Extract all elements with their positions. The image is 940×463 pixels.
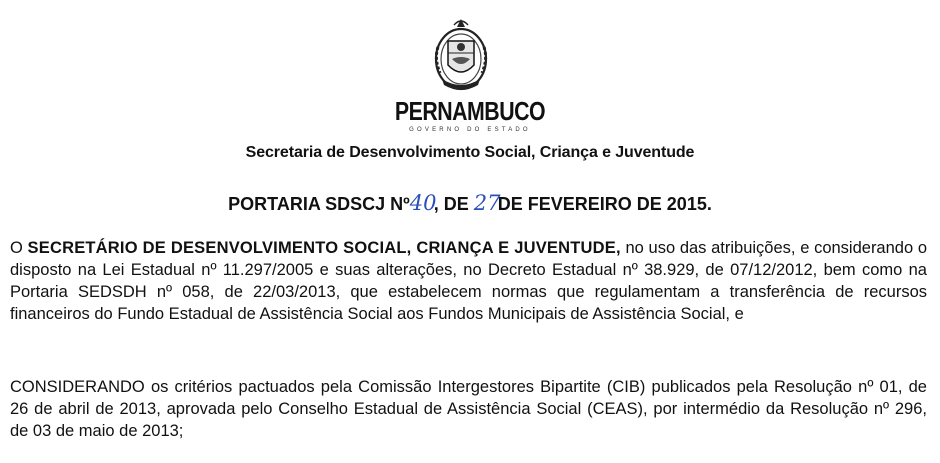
preamble-text: no uso das atribuições, e considerando o disposto na Lei Estadual nº 11.297/2005 e suas alterações, no Decreto Estadual nº 38.929, de 07/12/2012, bem como na Portaria SEDSDH nº 058, de 22/03/2013, que estabelecem normas que regulamentam a transferência de recursos financeiros do Fundo Estadual de Assistência Social aos Fundos Municipais de Assistência Social, e: [10, 239, 928, 323]
paragraph-considerando: CONSIDERANDO os critérios pactuados pela Comissão Intergestores Bipartite (CIB) publicados pela Resolução nº 01, de 26 de abril de 2013, aprovada pelo Conselho Estadual de Assistência Social (CEAS), por intermédio da Resolução nº 296, de 03 de maio de 2013;: [10, 378, 927, 440]
title-middle: , DE: [433, 194, 474, 214]
pernambuco-coat-of-arms-icon: [432, 17, 490, 95]
document-title: [0, 191, 940, 215]
government-label: GOVERNO DO ESTADO: [409, 127, 531, 133]
title-prefix: PORTARIA SDSCJ Nº: [228, 194, 410, 214]
preamble-lead: O: [10, 239, 28, 257]
state-name: PERNAMBUCO: [394, 96, 546, 126]
paragraph-preamble: [10, 237, 927, 325]
secretaria-name: Secretaria de Desenvolvimento Social, Criança e Juventude: [245, 144, 695, 161]
handwritten-day: 27: [473, 191, 501, 215]
secretary-title: SECRETÁRIO DE DESENVOLVIMENTO SOCIAL, CRIANÇA E JUVENTUDE,: [27, 239, 621, 257]
handwritten-number: 40: [409, 191, 437, 215]
title-suffix: DE FEVEREIRO DE 2015.: [497, 194, 712, 214]
